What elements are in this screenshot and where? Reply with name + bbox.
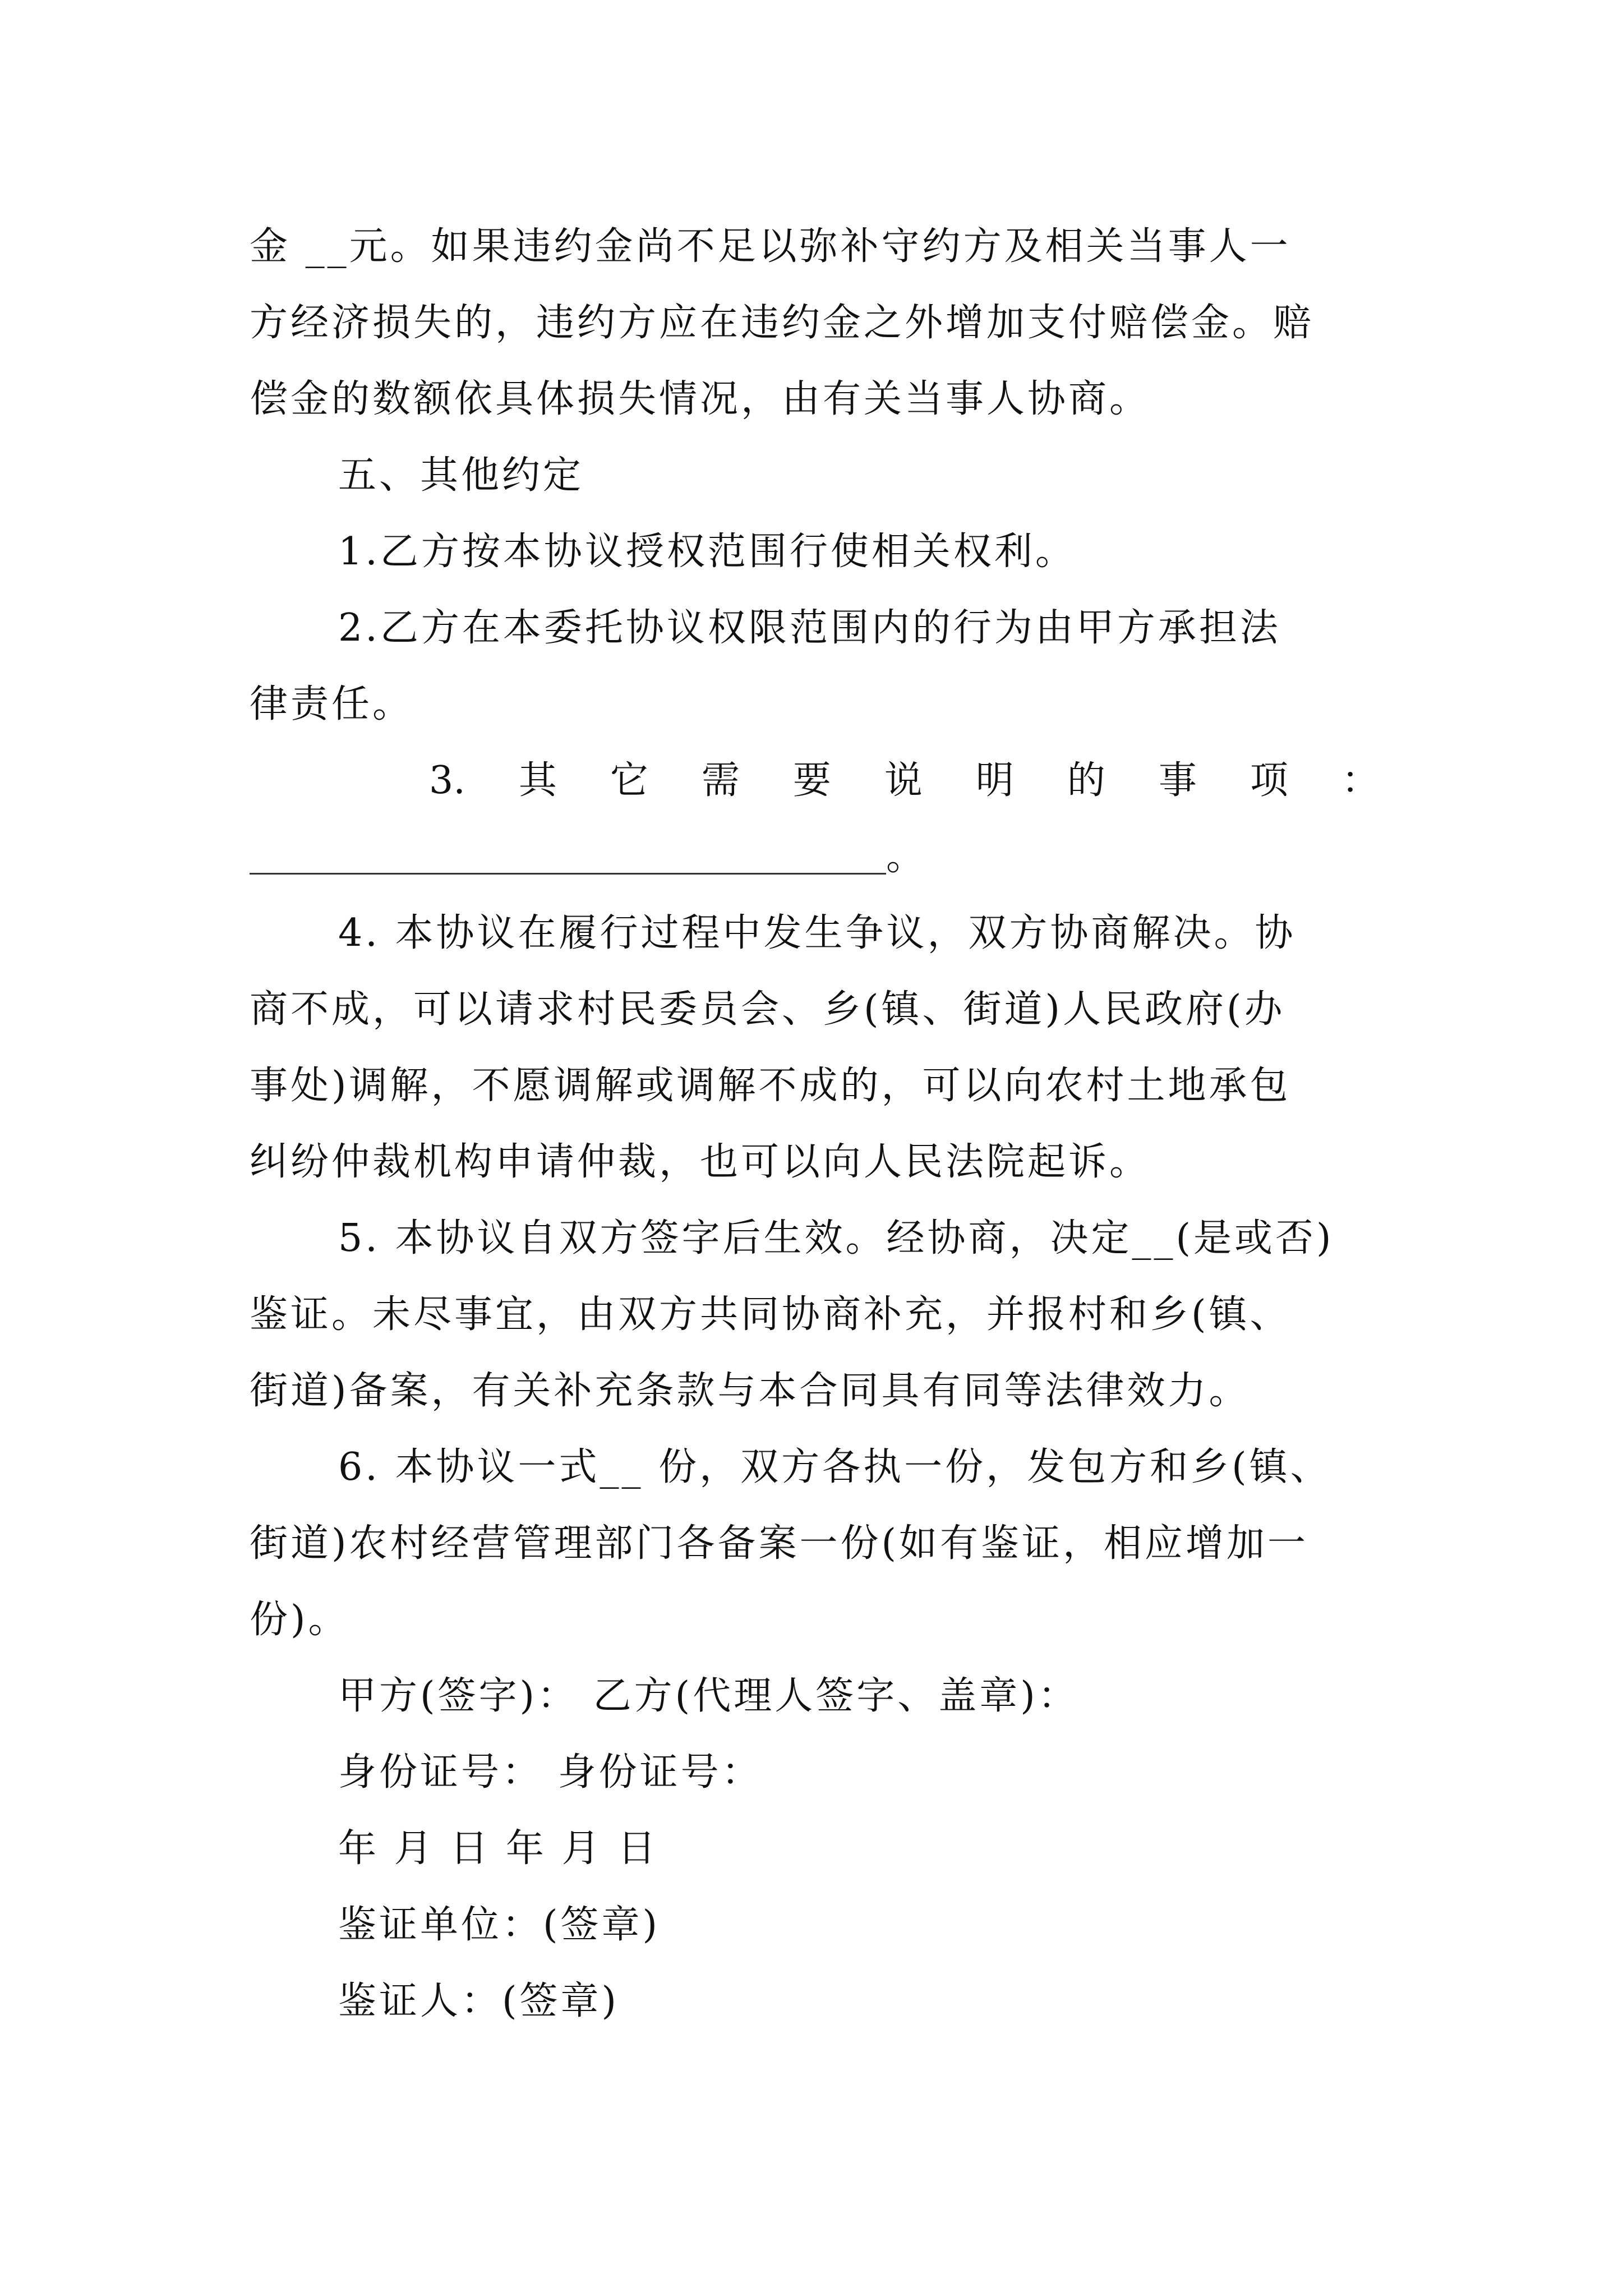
clause-line: 鉴证。未尽事宜，由双方共同协商补充，并报村和乡(镇、 xyxy=(250,1292,1291,1337)
blank-terminator: 。 xyxy=(886,835,928,879)
clause-3-line xyxy=(250,743,1380,819)
clause-3-part: 事 xyxy=(1158,758,1197,803)
clause-line: 1.乙方按本协议授权范围行使相关权利。 xyxy=(338,530,1076,574)
clause-3-part: 说 xyxy=(884,758,923,803)
clause-line: 街道)农村经营管理部门各备案一份(如有鉴证，相应增加一 xyxy=(250,1521,1309,1566)
clause-line: 纠纷仲裁机构申请仲裁，也可以向人民法院起诉。 xyxy=(250,1140,1151,1184)
clause-3-part: 的 xyxy=(1067,758,1105,803)
paragraph-line: 金 __元。如果违约金尚不足以弥补守约方及相关当事人一 xyxy=(250,224,1291,269)
clause-line: 4. 本协议在履行过程中发生争议，双方协商解决。协 xyxy=(338,911,1296,955)
clause-3-part: 其 xyxy=(518,758,557,803)
clause-3-part: 项 xyxy=(1249,758,1288,803)
clause-line: 商不成，可以请求村民委员会、乡(镇、街道)人民政府(办 xyxy=(250,987,1285,1032)
clause-3-part: 明 xyxy=(975,758,1014,803)
section-heading: 五、其他约定 xyxy=(338,453,584,498)
clause-3-part: 要 xyxy=(792,758,831,803)
clause-3-part: 需 xyxy=(701,758,740,803)
clause-line: 5. 本协议自双方签字后生效。经协商，决定__(是或否) xyxy=(338,1216,1334,1260)
clause-3-part: 它 xyxy=(610,758,648,803)
clause-line: 6. 本协议一式__ 份，双方各执一份，发包方和乡(镇、 xyxy=(338,1445,1331,1489)
clause-3-part: ： xyxy=(1341,758,1380,803)
clause-line: 街道)备案，有关补充条款与本合同具有同等法律效力。 xyxy=(250,1369,1250,1413)
clause-line: 份)。 xyxy=(250,1598,349,1642)
id-number-line: 身份证号： 身份证号： xyxy=(338,1750,763,1795)
paragraph-line: 方经济损失的，违约方应在违约金之外增加支付赔偿金。赔 xyxy=(250,301,1315,345)
paragraph-line: 偿金的数额依具体损失情况，由有关当事人协商。 xyxy=(250,377,1151,421)
certification-unit-line: 鉴证单位：(签章) xyxy=(338,1903,661,1947)
date-line: 年 月 日 年 月 日 xyxy=(338,1826,659,1871)
clause-line: 事处)调解，不愿调解或调解不成的，可以向农村土地承包 xyxy=(250,1064,1291,1108)
fill-in-blank-line xyxy=(250,819,1380,895)
blank-underline xyxy=(250,819,886,875)
clause-line: 2.乙方在本委托协议权限范围内的行为由甲方承担法 xyxy=(338,606,1281,650)
certifier-line: 鉴证人：(签章) xyxy=(338,1979,620,2023)
clause-line: 律责任。 xyxy=(250,682,414,726)
clause-3-part: 3. xyxy=(429,758,465,803)
signature-line: 甲方(签字)： 乙方(代理人签字、盖章)： xyxy=(338,1674,1079,1718)
document-body xyxy=(250,209,1380,2040)
